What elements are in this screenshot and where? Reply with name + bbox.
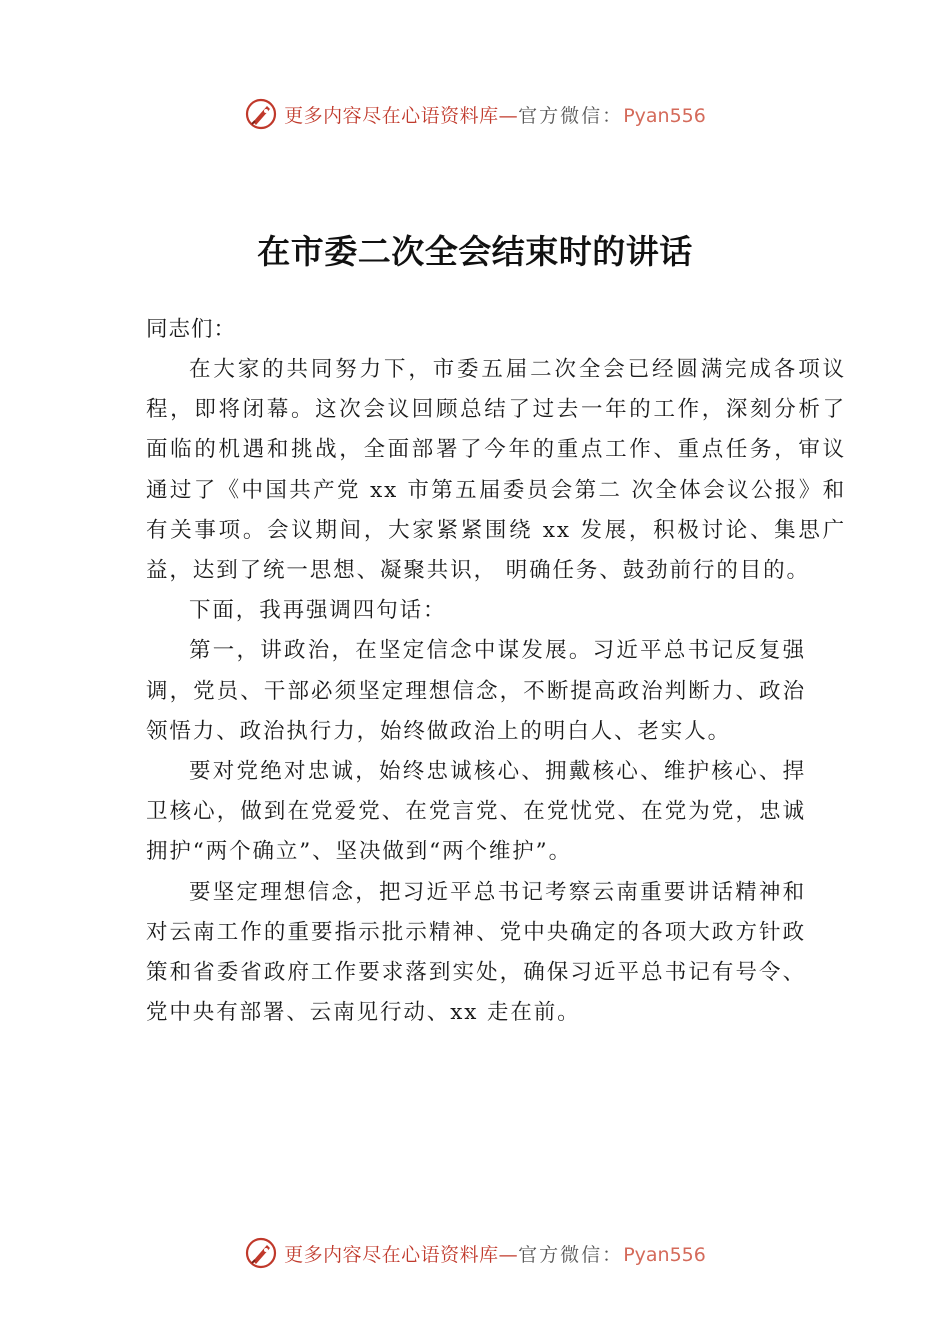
banner-main-text: 更多内容尽在心语资料库	[284, 104, 499, 127]
paragraph: 要坚定理想信念，把习近平总书记考察云南重要讲话精神和对云南工作的重要指示批示精神、党中央确定的各项大政方针政策和省委省政府工作要求落到实处，确保习近平总书记有号令、党中央有部署、云南见行动、xx 走在前。	[146, 879, 806, 1026]
banner-text	[284, 1240, 706, 1267]
paragraph: 第一，讲政治，在坚定信念中谋发展。习近平总书记反复强调，党员、干部必须坚定理想信念，不断提高政治判断力、政治领悟力、政治执行力，始终做政治上的明白人、老实人。	[146, 638, 806, 744]
banner-dash: —	[498, 104, 519, 127]
paragraph: 下面，我再强调四句话：	[189, 598, 447, 624]
footer-banner	[0, 1233, 950, 1273]
document-title: 在市委二次全会结束时的讲话	[257, 232, 693, 271]
banner-dash: —	[498, 1243, 519, 1266]
pen-logo-icon	[244, 97, 278, 131]
header-banner	[0, 94, 950, 134]
banner-wechat-id: Pyan556	[623, 1243, 706, 1266]
pen-logo-icon	[244, 1236, 278, 1270]
paragraph: 要对党绝对忠诚，始终忠诚核心、拥戴核心、维护核心、捍卫核心，做到在党爱党、在党言党、在党忧党、在党为党，忠诚拥护“两个确立”、坚决做到“两个维护”。	[146, 759, 806, 865]
salutation: 同志们：	[146, 317, 237, 342]
banner-wechat-id: Pyan556	[623, 104, 706, 127]
document-body	[146, 310, 846, 1033]
paragraph: 在大家的共同努力下，市委五届二次全会已经圆满完成各项议程，即将闭幕。这次会议回顾总结了过去一年的工作，深刻分析了面临的机遇和挑战，全面部署了今年的重点工作、重点任务，审议通过了《中国共产党 xx 市第五届委员会第二 次全体会议公报》和有关事项。会议期间，大家紧紧围绕 xx 发展，积极讨论、集思广益，达到了统一思想、凝聚共识， 明确任务、鼓劲前行的目的。	[146, 357, 846, 584]
banner-wechat-label: 官方微信：	[518, 1243, 624, 1266]
banner-wechat-label: 官方微信：	[518, 104, 624, 127]
banner-main-text: 更多内容尽在心语资料库	[284, 1243, 499, 1266]
banner-text	[284, 101, 706, 128]
